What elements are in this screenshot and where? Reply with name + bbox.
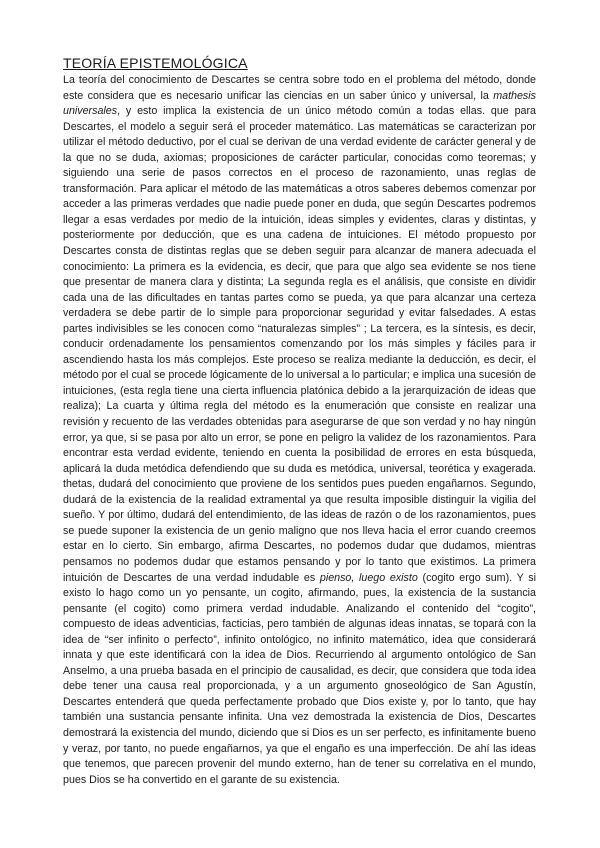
- text-segment: La teoría del conocimiento de Descartes se centra sobre todo en el problema del método, donde este considera que es necesario unificar las ciencias en un saber único y universal, la: [63, 74, 536, 102]
- italic-term-mathesis: mathesis universales: [63, 89, 536, 118]
- italic-term-cogito: pienso, luego existo: [319, 571, 418, 584]
- body-paragraph: [63, 73, 536, 788]
- text-segment: , y esto implica la existencia de un único método común a todas ellas. que para Descartes, el modelo a seguir será el proceder matemático. Las matemáticas se caracterizan por utilizar el método deductivo, por el cual se derivan de una verdad evidente de carácter general y de la que no se duda, axiomas; proposiciones de carácter particular, conocidas como teoremas; y siguiendo una serie de pasos correctos en el proceso de razonamiento, unas reglas de transformación. Para aplicar el método de las matemáticas a otros saberes debemos comenzar por acceder a las primeras verdades que nadie puede poner en duda, que según Descartes podremos llegar a esas verdades por medio de la intuición, ideas simples y evidentes, claras y distintas, y posteriormente por deducción, que es una cadena de intuiciones. El método propuesto por Descartes consta de distintas reglas que se deben seguir para alcanzar de manera adecuada el conocimiento: La primera es la evidencia, es decir, que para que algo sea evidente se nos tiene que presentar de manera clara y distinta; La segunda regla es el análisis, que consiste en dividir cada una de las dificultades en tantas partes como se pueda, ya que para alcanzar una certeza verdadera se debe partir de lo simple para proporcionar seguridad y evitar falsedades. A estas partes indivisibles se les conocen como “naturalezas simples” ; La tercera, es la síntesis, es decir, conducir ordenadamente los pensamientos comenzando por los más simples y fáciles para ir ascendiendo hasta los más complejos. Este proceso se realiza mediante la deducción, es decir, el método por el cual se procede lógicamente de lo universal a lo particular; e implica una sucesión de intuiciones, (esta regla tiene una cierta influencia platónica debido a la jerarquización de ideas que realiza); La cuarta y última regla del método es la enumeración que consiste en realizar una revisión y recuento de las verdades obtenidas para asegurarse de que son verdad y no hay ningún error, ya que, si se pasa por alto un error, se pone en peligro la validez de los razonamientos. Para encontrar esta verdad evidente, teniendo en cuenta la posibilidad de errores en esta búsqueda, aplicará la duda metódica defendiendo que su duda es metódica, universal, teorética y exagerada. thetas, dudará del conocimiento que proviene de los sentidos pues pueden engañarnos. Segundo, dudará de la existencia de la realidad extramental ya que resulta imposible distinguir la vigilia del sueño. Y por último, dudará del entendimiento, de las ideas de razón o de los razonamientos, pues se puede suponer la existencia de un genio maligno que nos lleva hacia el error cuando creemos estar en lo cierto. Sin embargo, afirma Descartes, no podemos dudar que dudamos, mientras pensamos no podemos dudar que estamos pensando y por lo tanto que existimos. La primera intuición de Descartes de una verdad indudable es: [63, 105, 536, 584]
- document-title: TEORÍA EPISTEMOLÓGICA: [63, 55, 248, 71]
- text-segment: (cogito ergo sum). Y si existo lo hago como un yo pensante, un cogito, afirmando, pues, la existencia de la sustancia pensante (el cogito) como primera verdad indudable. Analizando el contenido del “cogito”, compuesto de ideas adventicias, facticias, pero también de algunas ideas innatas, se topará con la idea de “ser infinito o perfecto”, infinito ontológico, no infinito matemático, idea que considerará innata y que este identificará con la idea de Dios. Recurriendo al argumento ontológico de San Anselmo, a una prueba basada en el principio de causalidad, es decir, que considera que toda idea debe tener una causa real proporcionada, y a un argumento gnoseológico de San Agustín, Descartes entenderá que queda perfectamente probado que Dios existe y, por lo tanto, que hay también una sustancia pensante infinita. Una vez demostrada la existencia de Dios, Descartes demostrará la existencia del mundo, diciendo que si Dios es un ser perfecto, es infinitamente bueno y veraz, por tanto, no puede engañarnos, ya que el engaño es una imperfección. De ahí las ideas que tenemos, que parecen provenir del mundo externo, han de tener su correlativa en el mundo, pues Dios se ha convertido en el garante de su existencia.: [63, 571, 536, 786]
